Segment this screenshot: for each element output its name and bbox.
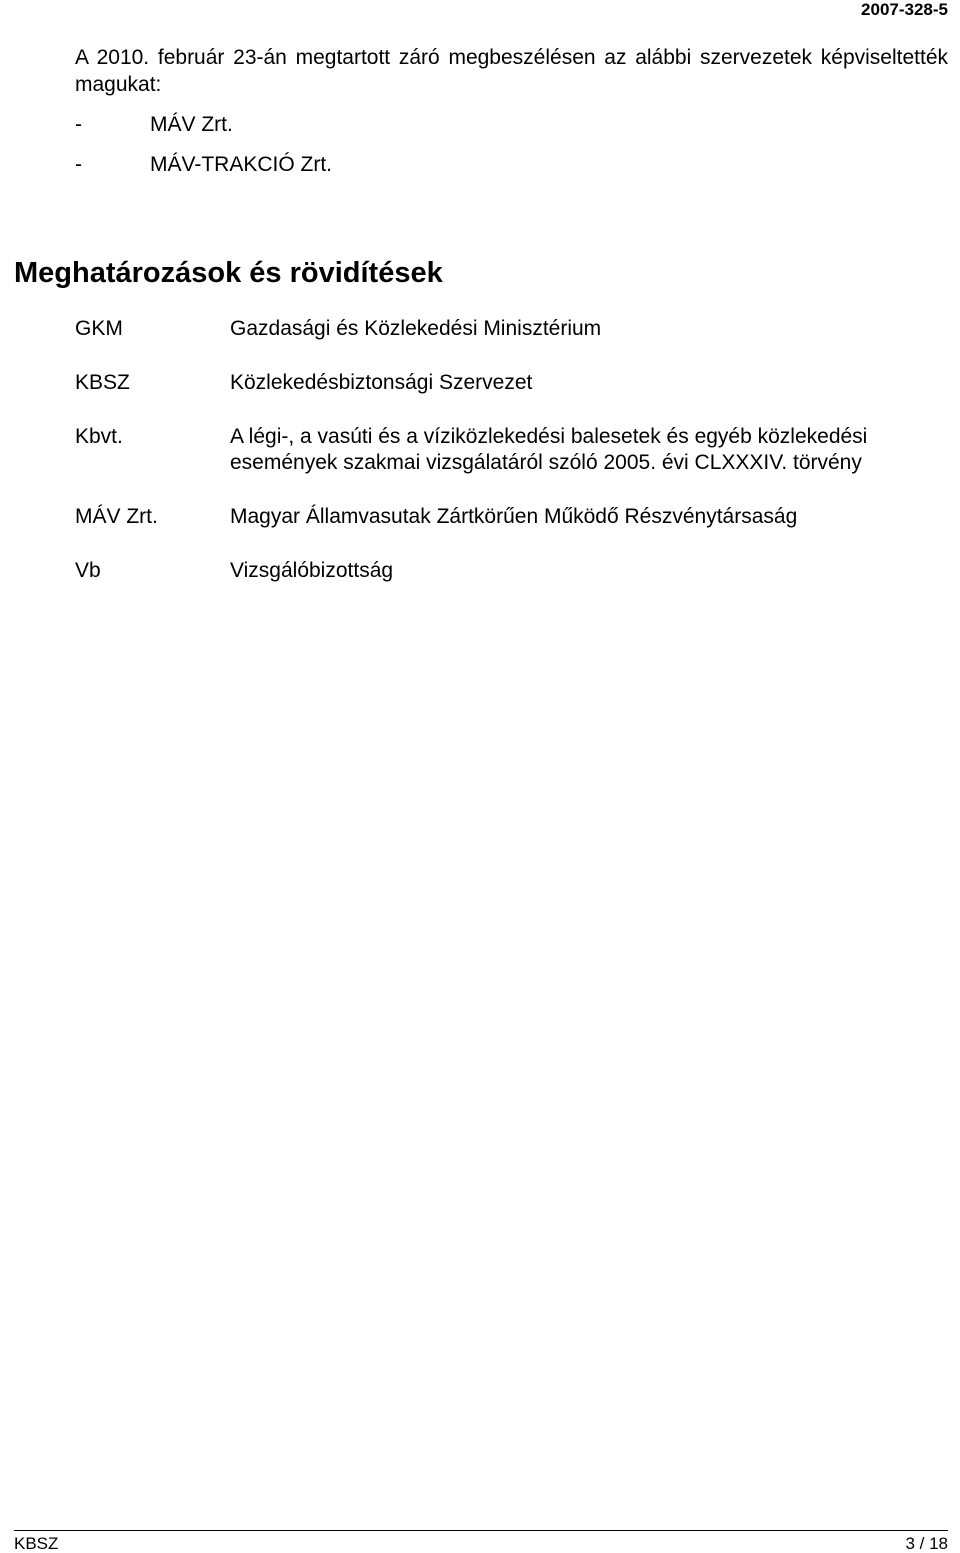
definition-row	[75, 316, 955, 370]
definition-term: Vb	[75, 559, 101, 582]
definition-row	[75, 558, 955, 612]
definition-term: KBSZ	[75, 371, 130, 394]
intro-paragraph: A 2010. február 23-án megtartott záró megbeszélésen az alábbi szervezetek képviseltették magukat:	[75, 46, 948, 96]
page-footer	[14, 1530, 948, 1553]
list-bullet: -	[75, 113, 82, 136]
definition-row	[75, 504, 955, 558]
list-item	[75, 150, 332, 190]
definition-row	[75, 424, 955, 504]
definition-description: Vizsgálóbizottság	[230, 559, 394, 582]
definition-row	[75, 370, 955, 424]
definition-description: Közlekedésbiztonsági Szervezet	[230, 371, 533, 394]
definition-description: Magyar Államvasutak Zártkörűen Működő Részvénytársaság	[230, 505, 798, 528]
organization-list	[75, 110, 332, 190]
footer-organization: KBSZ	[14, 1534, 59, 1553]
list-item	[75, 110, 332, 150]
page-number: 3 / 18	[905, 1534, 948, 1553]
definitions-list	[75, 316, 955, 612]
list-bullet: -	[75, 153, 82, 176]
definition-term: GKM	[75, 317, 123, 340]
definition-term: Kbvt.	[75, 425, 123, 448]
organization-name: MÁV Zrt.	[150, 113, 233, 136]
section-title: Meghatározások és rövidítések	[14, 257, 443, 289]
organization-name: MÁV-TRAKCIÓ Zrt.	[150, 153, 333, 176]
document-code: 2007-328-5	[861, 0, 948, 19]
definition-description: A légi-, a vasúti és a víziközlekedési balesetek és egyéb közlekedési események szakmai vizsgálatáról szóló 2005. évi CLXXXIV. törvény	[230, 425, 868, 474]
definition-description: Gazdasági és Közlekedési Minisztérium	[230, 317, 602, 340]
definition-term: MÁV Zrt.	[75, 505, 158, 528]
